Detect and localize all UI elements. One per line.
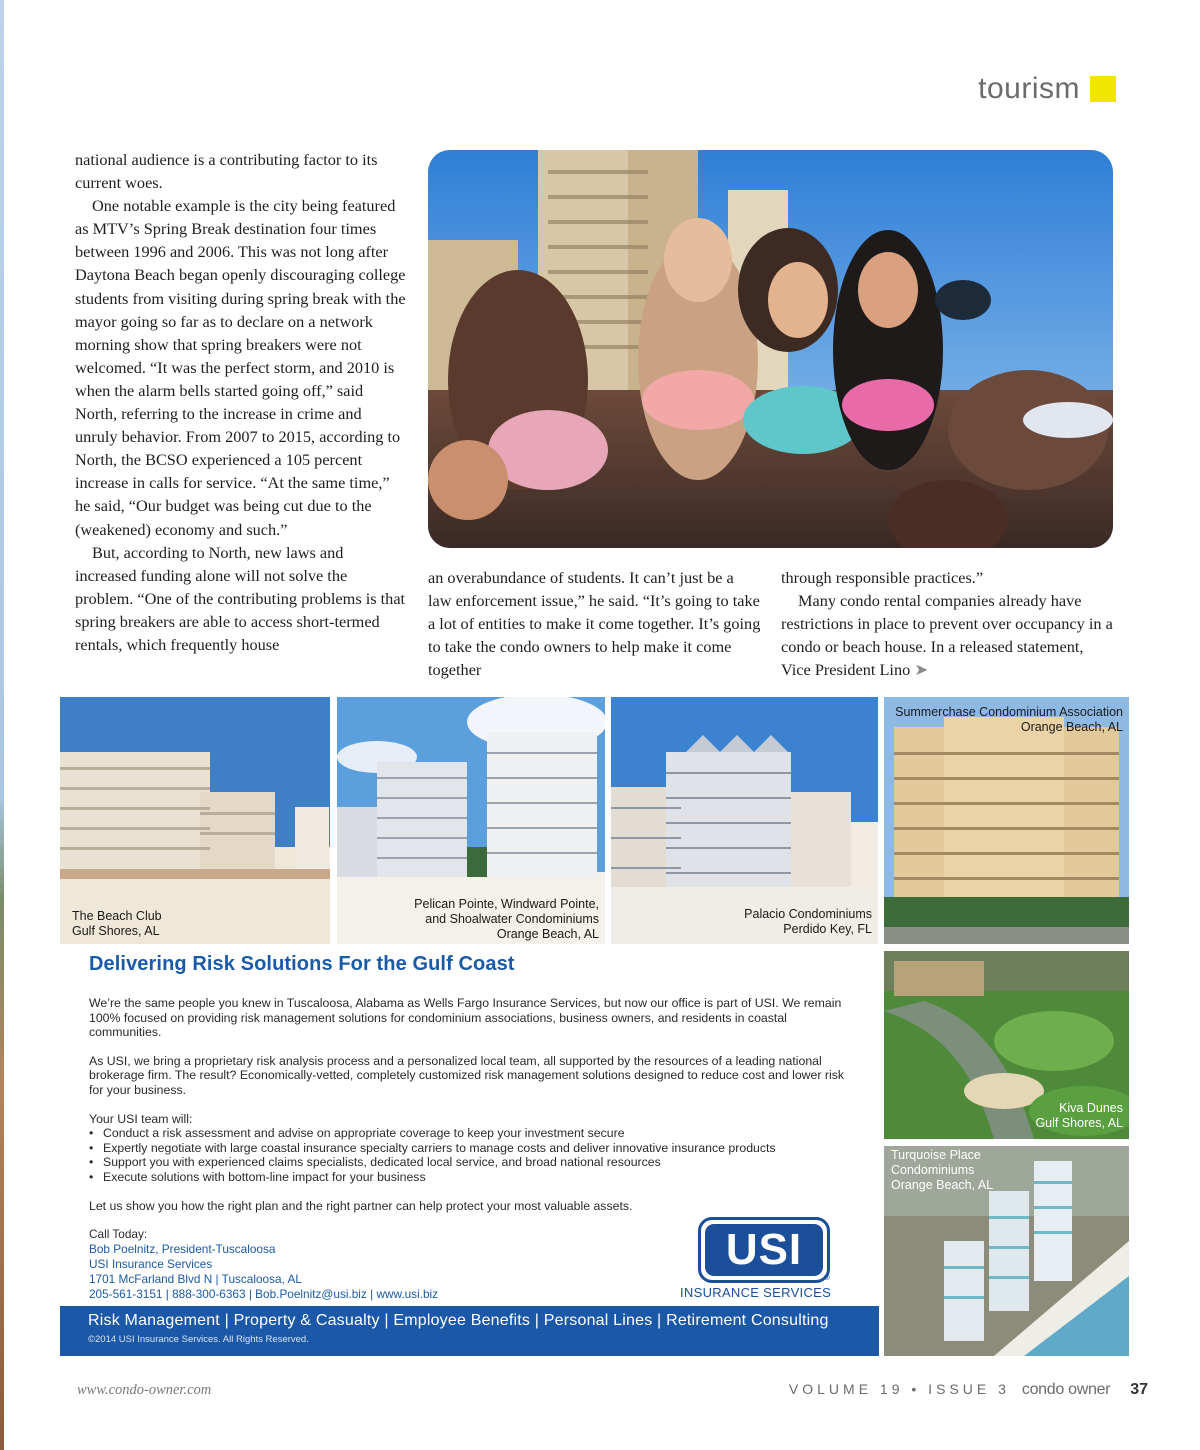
ad-headline: Delivering Risk Solutions For the Gulf Coast: [89, 953, 515, 975]
footer-publication: condo owner: [1021, 1381, 1111, 1398]
continue-arrow-icon: ➤: [914, 660, 928, 680]
caption-line: Orange Beach, AL: [1020, 720, 1123, 734]
ad-bullet: • Support you with experienced claims specialists, dedicated local service, and broad national resources: [89, 1155, 859, 1170]
caption-beach-club: [72, 909, 162, 939]
contact-call-label: Call Today:: [89, 1227, 148, 1242]
ad-bullet-list: [89, 1126, 859, 1184]
spring-break-photo: [428, 150, 1113, 548]
ad-bullet: • Expertly negotiate with large coastal insurance specialty carriers to manage costs and deliver innovative insurance products: [89, 1141, 859, 1156]
ad-bullet: • Conduct a risk assessment and advise on appropriate coverage to keep your investment secure: [89, 1126, 859, 1141]
article-paragraph: But, according to North, new laws and increased funding alone will not solve the problem. “One of the contributing problems is that spring breakers are able to access short-termed rentals, which frequently house: [75, 542, 406, 654]
contact-company: USI Insurance Services: [89, 1257, 213, 1272]
page-number: 37: [1130, 1381, 1148, 1398]
ad-copyright: ©2014 USI Insurance Services. All Rights Reserved.: [88, 1334, 309, 1345]
ad-bullet: • Execute solutions with bottom-line impact for your business: [89, 1170, 859, 1185]
ad-closing: Let us show you how the right plan and the right partner can help protect your most valuable assets.: [89, 1198, 633, 1213]
ad-team-intro: Your USI team will:: [89, 1111, 193, 1126]
caption-turquoise-place: [891, 1148, 993, 1193]
caption-line: Summerchase Condominium Association: [895, 705, 1123, 719]
section-label: tourism: [978, 72, 1080, 105]
caption-line: and Shoalwater Condominiums: [425, 912, 599, 926]
ad-paragraph: We’re the same people you knew in Tuscaloosa, Alabama as Wells Fargo Insurance Services, but now our office is part of USI. We remain 100% focused on providing risk management solutions for condominium associations, business owners, and residents in coastal communities.: [89, 996, 842, 1040]
article-column-2: [428, 566, 761, 681]
photo-turquoise-place: [884, 1146, 1129, 1356]
caption-line: Turquoise Place: [891, 1148, 981, 1162]
caption-line: Orange Beach, AL: [496, 927, 599, 941]
caption-line: The Beach Club: [72, 909, 162, 923]
photo-summerchase: [884, 697, 1129, 944]
caption-summerchase: [895, 705, 1123, 735]
registered-mark: ®: [824, 1273, 830, 1282]
footer-volume-issue: VOLUME 19 • ISSUE 3: [788, 1381, 1010, 1397]
contact-name: Bob Poelnitz, President-Tuscaloosa: [89, 1242, 276, 1257]
caption-kiva-dunes: [1035, 1101, 1123, 1131]
usi-logo-subtitle: INSURANCE SERVICES: [680, 1285, 832, 1300]
article-paragraph: an overabundance of students. It can’t just be a law enforcement issue,” he said. “It’s going to take a lot of entities to make it come together. It’s going to take the condo owners to help make it come together: [428, 568, 761, 680]
caption-line: Palacio Condominiums: [744, 907, 872, 921]
article-paragraph-text: Many condo rental companies already have restrictions in place to prevent over occupancy in a condo or beach house. In a released statement, Vice President Lino: [781, 591, 1113, 680]
usi-logo-text: USI: [705, 1224, 823, 1276]
caption-pelican-pointe: [414, 897, 599, 942]
section-accent-square: [1090, 76, 1116, 102]
article-column-1: [75, 148, 407, 656]
caption-line: Condominiums: [891, 1163, 975, 1177]
caption-line: Perdido Key, FL: [783, 922, 872, 936]
article-paragraph: One notable example is the city being featured as MTV’s Spring Break destination four times between 1996 and 2006. This was not long after Daytona Beach began openly discouraging college students from visiting during spring break with the mayor going so far as to declare on a network morning show that spring breakers were not welcomed. “It was the perfect storm, and 2010 is when the alarm bells started going off,” said North, referring to the increase in crime and unruly behavior. From 2007 to 2015, according to North, the BCSO experienced a 105 percent increase in calls for service. “At the same time,” he said, “Our budget was being cut due to the (weakened) economy and such.”: [75, 196, 406, 539]
contact-address: 1701 McFarland Blvd N | Tuscaloosa, AL: [89, 1272, 302, 1287]
article-column-3: [781, 566, 1116, 681]
caption-line: Pelican Pointe, Windward Pointe,: [414, 897, 599, 911]
page-edge-strip: [0, 0, 4, 1450]
article-paragraph: through responsible practices.”: [781, 568, 984, 587]
contact-phones: 205-561-3151 | 888-300-6363 | Bob.Poelnitz@usi.biz | www.usi.biz: [89, 1287, 439, 1302]
ad-services-bar: [60, 1306, 879, 1356]
footer-folio: [789, 1381, 1148, 1399]
ad-paragraph: As USI, we bring a proprietary risk analysis process and a personalized local team, all supported by the resources of a leading national brokerage firm. The result? Economically-vetted, completely customized risk management solutions designed to reduce cost and lower risk for your business.: [89, 1053, 845, 1097]
usi-logo: [698, 1217, 830, 1283]
caption-line: Gulf Shores, AL: [72, 924, 160, 938]
photo-pelican-pointe: [337, 697, 605, 944]
section-tag: [978, 72, 1116, 106]
services-list: Risk Management | Property & Casualty | Employee Benefits | Personal Lines | Retirement Consulting: [88, 1312, 829, 1329]
caption-palacio: [744, 907, 872, 937]
caption-line: Kiva Dunes: [1059, 1101, 1123, 1115]
article-paragraph: national audience is a contributing factor to its current woes.: [75, 150, 378, 193]
article-paragraph: [781, 589, 1116, 681]
caption-line: Orange Beach, AL: [891, 1178, 994, 1192]
caption-line: Gulf Shores, AL: [1035, 1116, 1123, 1130]
photo-palacio: [611, 697, 878, 944]
photo-beach-club: [60, 697, 330, 944]
footer-url: www.condo-owner.com: [77, 1382, 212, 1398]
usi-advertisement: [60, 697, 1129, 1356]
photo-kiva-dunes: [884, 951, 1129, 1139]
